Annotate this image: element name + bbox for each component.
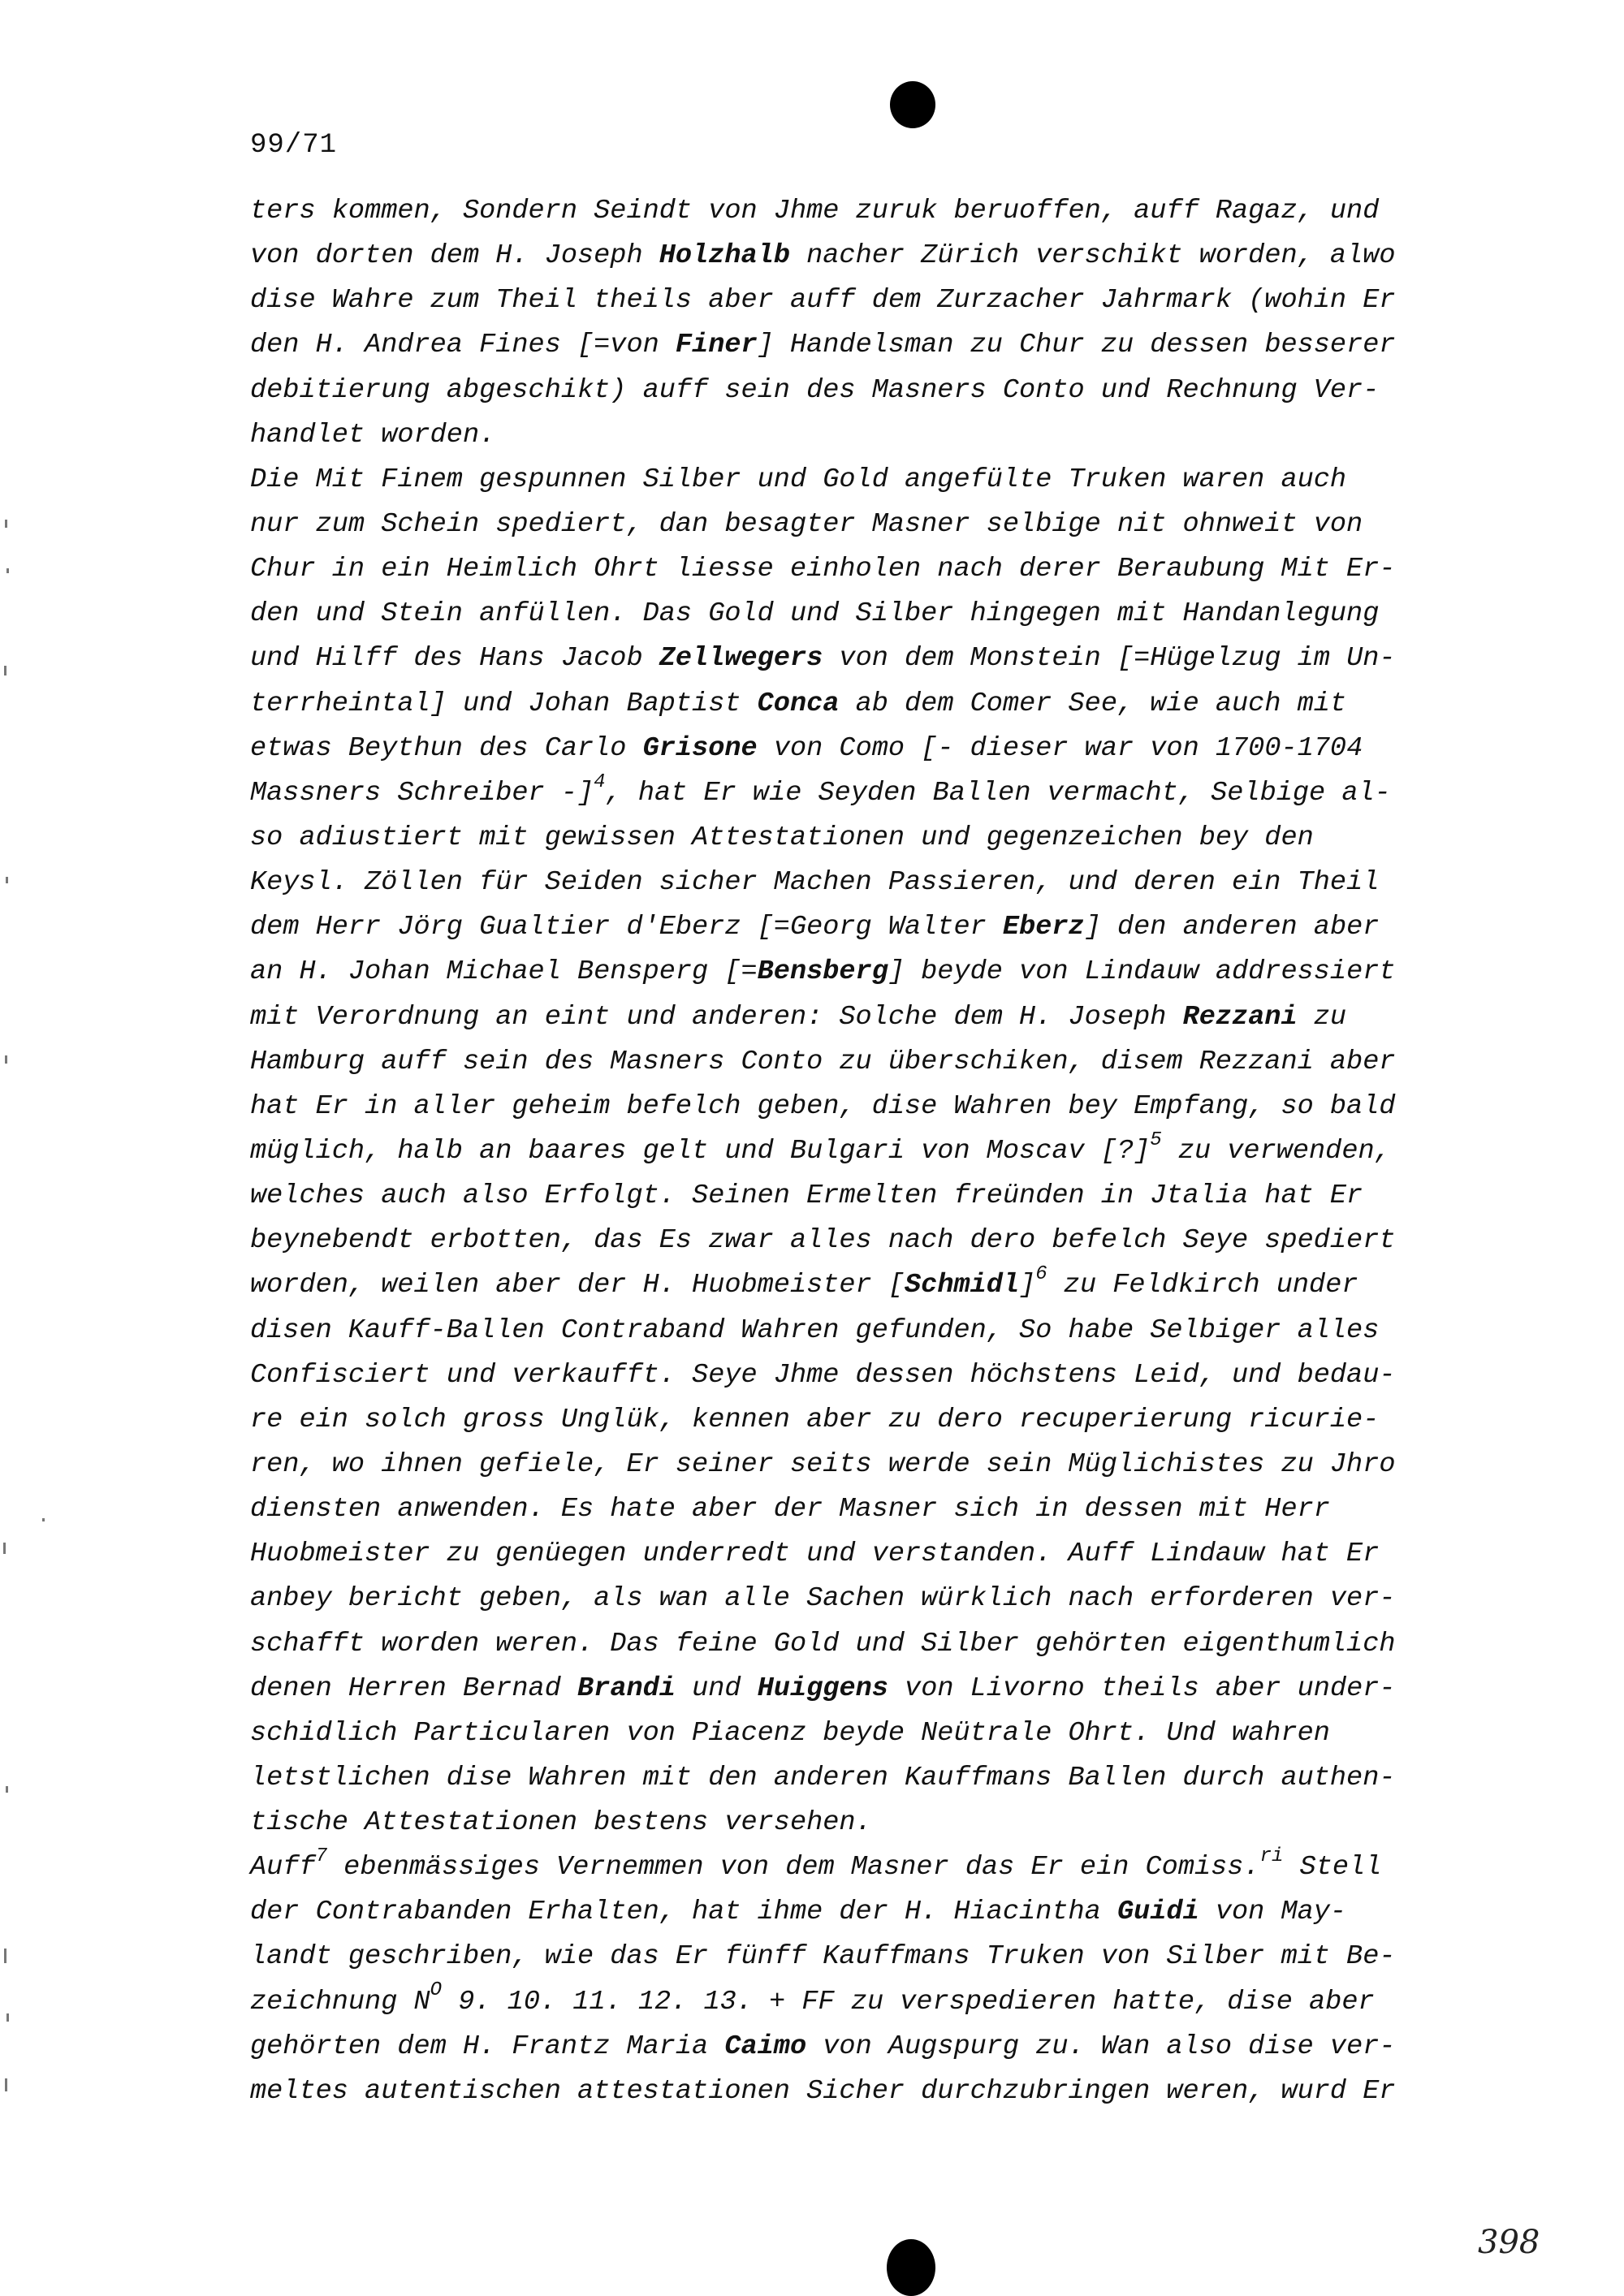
text-line bbox=[250, 905, 1501, 950]
text-line bbox=[250, 1129, 1501, 1174]
text-line bbox=[250, 1756, 1501, 1801]
text-segment: mit Verordnung an eint und anderen: Solche dem H. Joseph bbox=[250, 1001, 1183, 1033]
text-segment: ] bbox=[1019, 1270, 1036, 1301]
handwritten-page-number bbox=[1476, 2220, 1574, 2269]
text-segment: Confisciert und verkaufft. Seye Jhme dessen höchstens Leid, und bedau- bbox=[250, 1359, 1396, 1391]
text-segment: von dorten dem H. Joseph bbox=[250, 240, 659, 272]
text-line bbox=[250, 189, 1501, 234]
text-line bbox=[250, 458, 1501, 503]
person-name: Zellwegers bbox=[659, 643, 823, 675]
text-segment: und Hilff des Hans Jacob bbox=[250, 643, 659, 675]
footnote-marker: 7 bbox=[315, 1845, 328, 1868]
text-line bbox=[250, 234, 1501, 278]
punch-hole-bottom bbox=[887, 2239, 935, 2296]
text-segment: Auff bbox=[250, 1852, 316, 1884]
text-segment: re ein solch gross Unglük, kennen aber zu dero recuperierung ricurie- bbox=[250, 1404, 1380, 1435]
text-segment: ters kommen, Sondern Seindt von Jhme zuruk beruoffen, auff Ragaz, und bbox=[250, 196, 1380, 227]
text-line bbox=[250, 1890, 1501, 1935]
text-line bbox=[250, 1174, 1501, 1219]
text-line bbox=[250, 1219, 1501, 1263]
text-segment: an H. Johan Michael Bensperg [= bbox=[250, 956, 758, 988]
text-segment: ] Handelsman zu Chur zu dessen besserer bbox=[757, 330, 1396, 361]
person-name: Bensberg bbox=[757, 956, 888, 988]
text-segment: Massners Schreiber -] bbox=[250, 777, 594, 809]
text-segment: landt geschriben, wie das Er fünff Kauffmans Truken von Silber mit Be- bbox=[250, 1941, 1396, 1973]
text-segment: Keysl. Zöllen für Seiden sicher Machen Passieren, und deren ein Theil bbox=[250, 867, 1380, 899]
transcription-body bbox=[250, 189, 1501, 2114]
text-segment: worden, weilen aber der H. Huobmeister [ bbox=[250, 1270, 905, 1301]
text-segment: terrheintal] und Johan Baptist bbox=[250, 688, 758, 719]
text-line bbox=[250, 592, 1501, 637]
text-line bbox=[250, 861, 1501, 905]
text-segment: ren, wo ihnen gefiele, Er seiner seits werde sein Müglichistes zu Jhro bbox=[250, 1448, 1396, 1480]
person-name: Grisone bbox=[642, 732, 758, 764]
folio-number: 99/71 bbox=[250, 130, 338, 161]
person-name: Conca bbox=[757, 688, 840, 719]
text-segment: ] beyde von Lindauw addressiert bbox=[888, 956, 1396, 988]
text-line bbox=[250, 1711, 1501, 1756]
text-segment: ] den anderen aber bbox=[1084, 912, 1380, 943]
text-segment: von May- bbox=[1199, 1897, 1347, 1928]
scan-margin-specks bbox=[0, 0, 18, 2286]
person-name: Finer bbox=[675, 330, 758, 361]
text-line bbox=[250, 1935, 1501, 1979]
text-line bbox=[250, 413, 1501, 458]
text-line bbox=[250, 1801, 1501, 1845]
text-segment: von dem Monstein [=Hügelzug im Un- bbox=[823, 643, 1396, 675]
footnote-marker: 6 bbox=[1035, 1263, 1047, 1286]
person-name: Holzhalb bbox=[659, 240, 790, 272]
text-line bbox=[250, 2025, 1501, 2069]
footnote-marker: O bbox=[430, 1979, 443, 2002]
text-line bbox=[250, 950, 1501, 995]
text-segment: nacher Zürich verschikt worden, alwo bbox=[789, 240, 1396, 272]
text-segment: nur zum Schein spediert, dan besagter Masner selbige nit ohnweit von bbox=[250, 508, 1363, 540]
text-segment: Chur in ein Heimlich Ohrt liesse einholen nach derer Beraubung Mit Er- bbox=[250, 554, 1396, 585]
footnote-marker: 5 bbox=[1150, 1129, 1162, 1151]
text-line bbox=[250, 1532, 1501, 1577]
text-segment: zu Feldkirch under bbox=[1047, 1270, 1358, 1301]
handwritten-page-number-text: 398 bbox=[1478, 2224, 1540, 2261]
footnote-marker: ri bbox=[1259, 1845, 1284, 1868]
text-segment: Hamburg auff sein des Masners Conto zu überschiken, disem Rezzani aber bbox=[250, 1046, 1396, 1077]
text-segment: zu verwenden, bbox=[1161, 1135, 1391, 1167]
text-segment: tische Attestationen bestens versehen. bbox=[250, 1807, 872, 1839]
person-name: Huiggens bbox=[757, 1672, 888, 1704]
text-segment: beynebendt erbotten, das Es zwar alles nach dero befelch Seye spediert bbox=[250, 1225, 1396, 1257]
text-line bbox=[250, 727, 1501, 771]
text-segment: dem Herr Jörg Gualtier d'Eberz [=Georg Walter bbox=[250, 912, 1003, 943]
text-segment: zu bbox=[1297, 1001, 1347, 1033]
text-segment: dise Wahre zum Theil theils aber auff dem Zurzacher Jahrmark (wohin Er bbox=[250, 285, 1396, 317]
text-line bbox=[250, 995, 1501, 1040]
text-line bbox=[250, 503, 1501, 547]
text-segment: denen Herren Bernad bbox=[250, 1672, 578, 1704]
punch-hole-top bbox=[890, 81, 935, 128]
text-segment: müglich, halb an baares gelt und Bulgari von Moscav [?] bbox=[250, 1135, 1151, 1167]
text-line bbox=[250, 2069, 1501, 2114]
text-line bbox=[250, 1040, 1501, 1085]
text-segment: schafft worden weren. Das feine Gold und Silber gehörten eigenthumlich bbox=[250, 1628, 1396, 1659]
text-line bbox=[250, 1085, 1501, 1129]
text-line bbox=[250, 1398, 1501, 1443]
text-line bbox=[250, 369, 1501, 413]
text-segment: diensten anwenden. Es hate aber der Masner sich in dessen mit Herr bbox=[250, 1494, 1330, 1526]
text-line bbox=[250, 816, 1501, 861]
text-segment: den und Stein anfüllen. Das Gold und Silber hingegen mit Handanlegung bbox=[250, 598, 1380, 630]
text-segment: welches auch also Erfolgt. Seinen Ermelten freünden in Jtalia hat Er bbox=[250, 1180, 1363, 1212]
person-name: Eberz bbox=[1002, 912, 1085, 943]
text-line bbox=[250, 771, 1501, 816]
text-line bbox=[250, 1980, 1501, 2025]
text-segment: debitierung abgeschikt) auff sein des Masners Conto und Rechnung Ver- bbox=[250, 374, 1380, 406]
text-segment: etwas Beythun des Carlo bbox=[250, 732, 643, 764]
text-segment: Die Mit Finem gespunnen Silber und Gold angefülte Truken waren auch bbox=[250, 464, 1347, 495]
text-segment: zeichnung N bbox=[250, 1986, 430, 2018]
text-segment: von Como [- dieser war von 1700-1704 bbox=[757, 732, 1363, 764]
text-line bbox=[250, 637, 1501, 681]
text-segment: letstlichen dise Wahren mit den anderen Kauffmans Ballen durch authen- bbox=[250, 1762, 1396, 1793]
text-segment: anbey bericht geben, als wan alle Sachen würklich nach erforderen ver- bbox=[250, 1583, 1396, 1615]
person-name: Brandi bbox=[577, 1672, 676, 1704]
text-segment: und bbox=[675, 1672, 758, 1704]
text-segment: 9. 10. 11. 12. 13. + FF zu verspedieren hatte, dise aber bbox=[442, 1986, 1375, 2018]
text-line bbox=[250, 323, 1501, 368]
text-line bbox=[250, 1577, 1501, 1621]
text-line bbox=[250, 547, 1501, 592]
text-line bbox=[250, 1263, 1501, 1308]
text-segment: der Contrabanden Erhalten, hat ihme der H. Hiacintha bbox=[250, 1897, 1117, 1928]
text-line bbox=[250, 1353, 1501, 1398]
person-name: Caimo bbox=[724, 2031, 807, 2062]
text-segment: handlet worden. bbox=[250, 419, 496, 451]
text-segment: von Augspurg zu. Wan also dise ver- bbox=[806, 2031, 1396, 2062]
text-segment: Stell bbox=[1283, 1852, 1382, 1884]
text-segment: so adiustiert mit gewissen Attestationen und gegenzeichen bey den bbox=[250, 822, 1314, 853]
text-segment: hat Er in aller geheim befelch geben, dise Wahren bey Empfang, so bald bbox=[250, 1090, 1396, 1122]
text-segment: ab dem Comer See, wie auch mit bbox=[839, 688, 1347, 719]
footnote-marker: 4 bbox=[594, 770, 606, 793]
person-name: Schmidl bbox=[905, 1270, 1020, 1301]
text-segment: Huobmeister zu genüegen underredt und verstanden. Auff Lindauw hat Er bbox=[250, 1539, 1380, 1570]
text-line bbox=[250, 1622, 1501, 1667]
text-line bbox=[250, 1667, 1501, 1711]
text-line bbox=[250, 1309, 1501, 1353]
text-segment: meltes autentischen attestationen Sicher durchzubringen weren, wurd Er bbox=[250, 2075, 1396, 2107]
person-name: Rezzani bbox=[1182, 1001, 1298, 1033]
text-line bbox=[250, 1443, 1501, 1487]
text-segment: gehörten dem H. Frantz Maria bbox=[250, 2031, 725, 2062]
text-segment: von Livorno theils aber under- bbox=[888, 1672, 1396, 1704]
text-line bbox=[250, 278, 1501, 323]
text-segment: schidlich Particularen von Piacenz beyde Neütrale Ohrt. Und wahren bbox=[250, 1717, 1330, 1749]
text-line bbox=[250, 1487, 1501, 1532]
text-line bbox=[250, 682, 1501, 727]
text-line bbox=[250, 1845, 1501, 1890]
text-segment: den H. Andrea Fines [=von bbox=[250, 330, 676, 361]
text-segment: disen Kauff-Ballen Contraband Wahren gefunden, So habe Selbiger alles bbox=[250, 1314, 1380, 1346]
text-segment: , hat Er wie Seyden Ballen vermacht, Selbige al- bbox=[605, 777, 1391, 809]
person-name: Guidi bbox=[1116, 1897, 1199, 1928]
text-segment: ebenmässiges Vernemmen von dem Masner das Er ein Comiss. bbox=[327, 1852, 1260, 1884]
